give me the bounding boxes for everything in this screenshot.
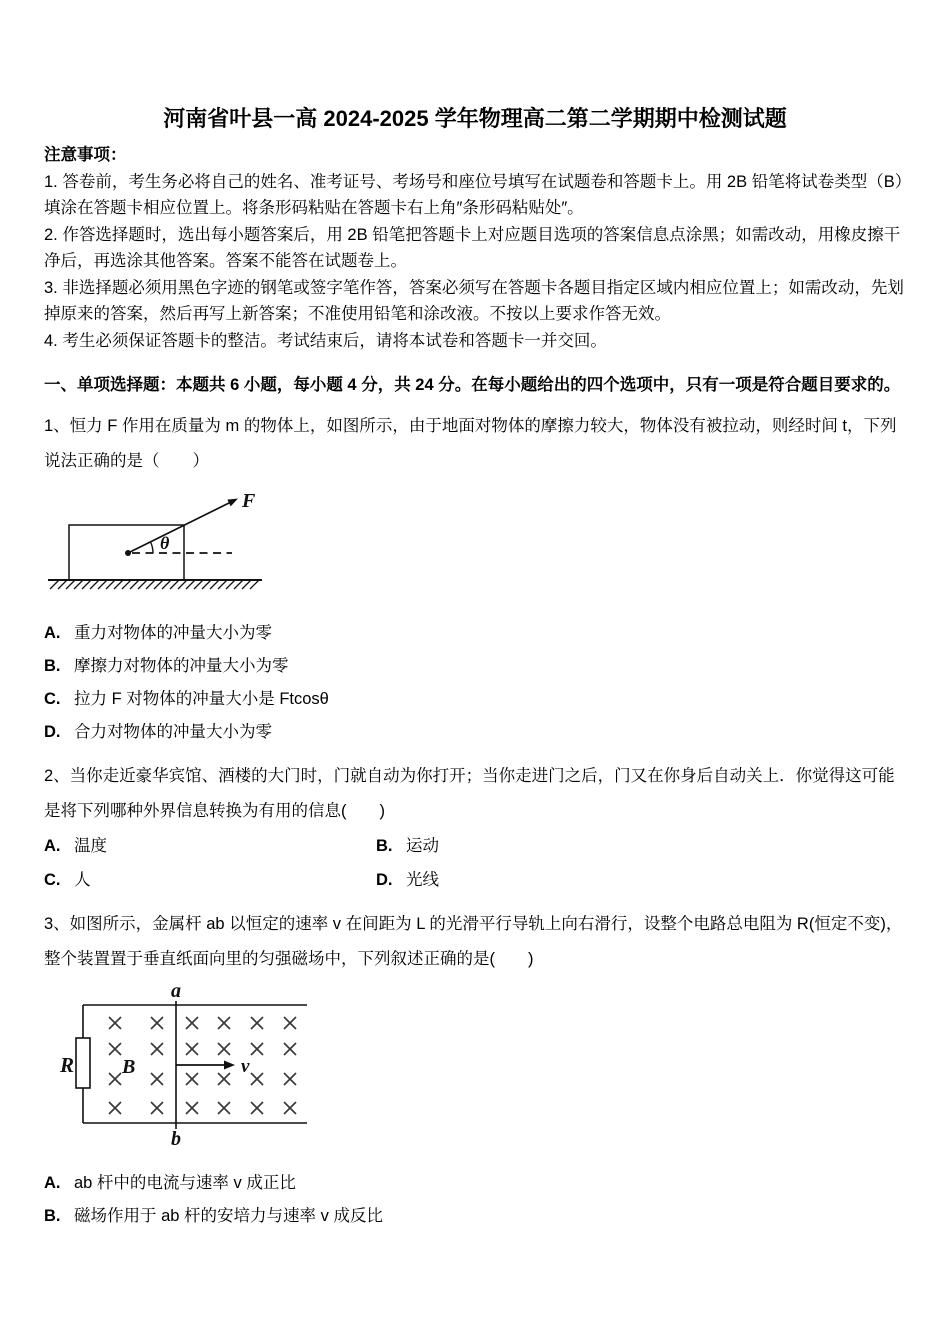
question-3-options	[44, 1167, 906, 1233]
ground-hatch	[50, 580, 259, 589]
option-a-text: 温度	[74, 836, 107, 855]
angle-label: θ	[160, 532, 170, 553]
question-2-text: 2、当你走近豪华宾馆、酒楼的大门时，门就自动为你打开；当你走进门之后，门又在你身后自动关上．你觉得这可能是将下列哪种外界信息转换为有用的信息( )	[44, 766, 895, 820]
question-1	[44, 409, 906, 749]
angle-arc	[151, 542, 154, 553]
option-a-label: A.	[44, 836, 61, 855]
notice-item-1: 1. 答卷前，考生务必将自己的姓名、准考证号、考场号和座位号填写在试题卷和答题卡上。用 2B 铅笔将试卷类型（B）填涂在答题卡相应位置上。将条形码粘贴在答题卡右上角″条形码粘贴处″。	[44, 172, 903, 217]
option-b	[44, 1200, 906, 1233]
question-3	[44, 907, 906, 1233]
question-3-figure	[60, 981, 906, 1149]
option-a-text: ab 杆中的电流与速率 v 成正比	[74, 1173, 296, 1192]
option-d-label: D.	[44, 722, 61, 741]
notice-item-4: 4. 考生必须保证答题卡的整洁。考试结束后，请将本试卷和答题卡一并交回。	[44, 331, 607, 350]
option-b-label: B.	[44, 656, 61, 675]
rod-bottom-label: b	[171, 1127, 181, 1149]
option-a-text: 重力对物体的冲量大小为零	[74, 623, 272, 642]
notice-heading: 注意事项：	[44, 146, 127, 164]
resistor-label: R	[60, 1052, 75, 1077]
option-a	[44, 1167, 906, 1200]
option-d-text: 合力对物体的冲量大小为零	[74, 722, 272, 741]
notice-item-2: 2. 作答选择题时，选出每小题答案后，用 2B 铅笔把答题卡上对应题目选项的答案信息点涂黑；如需改动，用橡皮擦干净后，再选涂其他答案。答案不能答在试题卷上。	[44, 225, 901, 270]
rod-top-label: a	[171, 980, 181, 1002]
option-d	[44, 716, 906, 749]
force-arrowhead	[227, 498, 238, 506]
velocity-arrowhead	[224, 1060, 235, 1069]
force-arrow-line	[128, 502, 231, 553]
option-b-text: 运动	[406, 836, 439, 855]
option-c	[44, 863, 376, 897]
resistor-symbol	[76, 1038, 90, 1088]
notice-item-3: 3. 非选择题必须用黑色字迹的钢笔或签字笔作答，答案必须写在答题卡各题目指定区域内相应位置上；如需改动，先划掉原来的答案，然后再写上新答案；不准使用铅笔和涂改液。不按以上要求作答无效。	[44, 278, 904, 323]
question-1-figure	[46, 485, 906, 597]
option-b-text: 摩擦力对物体的冲量大小为零	[74, 656, 289, 675]
option-c-label: C.	[44, 689, 61, 708]
rail-circuit-figure	[60, 981, 360, 1149]
option-d	[376, 863, 906, 897]
page-title: 河南省叶县一高 2024-2025 学年物理高二第二学期期中检测试题	[163, 106, 787, 131]
option-a-label: A.	[44, 1173, 61, 1192]
field-label: B	[122, 1055, 136, 1078]
force-label: F	[242, 489, 256, 512]
option-b-label: B.	[44, 1206, 61, 1225]
option-b	[44, 650, 906, 683]
option-b-text: 磁场作用于 ab 杆的安培力与速率 v 成反比	[74, 1206, 383, 1225]
option-c-text: 人	[74, 870, 91, 889]
question-3-text: 3、如图所示，金属杆 ab 以恒定的速率 v 在间距为 L 的光滑平行导轨上向右滑行，设整个电路总电阻为 R(恒定不变)，整个装置置于垂直纸面向里的匀强磁场中，下列叙述正确的是( )	[44, 914, 903, 968]
question-1-text: 1、恒力 F 作用在质量为 m 的物体上，如图所示，由于地面对物体的摩擦力较大，物体没有被拉动，则经时间 t，下列说法正确的是（ ）	[44, 416, 897, 470]
option-c-label: C.	[44, 870, 61, 889]
option-c-text: 拉力 F 对物体的冲量大小是 Ftcosθ	[74, 689, 329, 708]
block-on-ground-figure	[46, 485, 326, 597]
option-c	[44, 683, 906, 716]
question-2	[44, 759, 906, 897]
option-d-text: 光线	[406, 870, 439, 889]
option-b-label: B.	[376, 836, 393, 855]
option-a	[44, 829, 376, 863]
option-b	[376, 829, 906, 863]
velocity-label: v	[241, 1055, 250, 1077]
option-d-label: D.	[376, 870, 393, 889]
question-2-options	[44, 829, 906, 897]
notice-section	[44, 142, 906, 354]
option-a-label: A.	[44, 623, 61, 642]
section1-heading: 一、单项选择题：本题共 6 小题，每小题 4 分，共 24 分。在每小题给出的四个选项中，只有一项是符合题目要求的。	[44, 376, 901, 394]
option-a	[44, 617, 906, 650]
question-1-options	[44, 617, 906, 749]
